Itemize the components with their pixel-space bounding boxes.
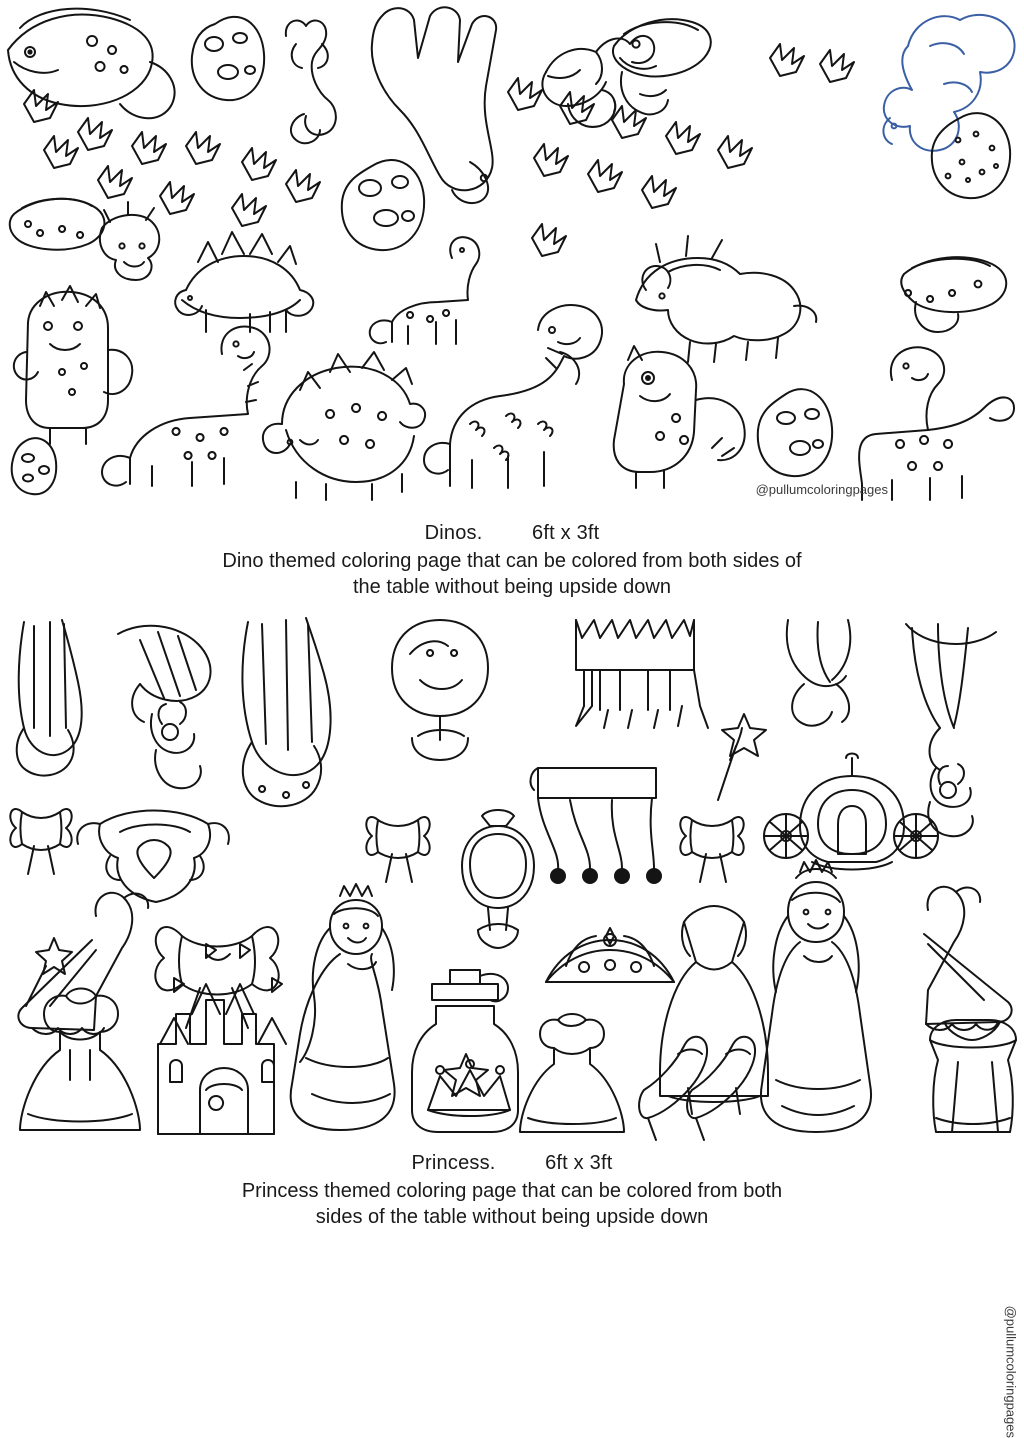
motif-pterodactyl <box>8 9 175 119</box>
motif-flying-dino <box>542 36 654 127</box>
princess-size: 6ft x 3ft <box>545 1152 613 1174</box>
motif-crown-small <box>428 1060 510 1116</box>
motif-carriage <box>764 754 938 870</box>
motif-egg-small <box>12 438 57 494</box>
motif-bow-left <box>10 809 71 874</box>
princess-desc-line1: Princess themed coloring page that can be colored from both <box>241 1180 783 1202</box>
motif-crown-with-beads <box>531 768 661 883</box>
motif-brontosaurus-small <box>370 237 480 344</box>
motif-brontosaurus-cute <box>102 326 270 486</box>
motif-small-pterodactyl <box>613 19 711 114</box>
motif-bow-right <box>680 817 743 882</box>
motif-spiky-stegosaurus <box>263 352 425 500</box>
dino-title: Dinos. <box>424 522 483 544</box>
motif-long-neck-big <box>859 347 1014 500</box>
motif-t-rex-cute <box>14 286 132 444</box>
motif-castle-towers <box>576 620 708 728</box>
princess-caption <box>0 1150 1024 1230</box>
dino-desc-line1: Dino themed coloring page that can be colored from both sides of <box>222 550 802 572</box>
motif-pterodactyl-right <box>901 257 1006 332</box>
motif-speckled-egg <box>932 113 1010 198</box>
motif-stegosaurus <box>175 232 313 332</box>
motif-bow-mid <box>366 817 429 882</box>
motif-strapless-gown <box>930 1020 1016 1132</box>
motif-blue-outline-dino <box>883 15 1014 151</box>
dino-artboard <box>0 0 1024 520</box>
motif-princess-gown <box>761 860 871 1132</box>
motif-mermaid-tail-large <box>242 618 330 806</box>
motif-dino-bones <box>286 21 336 144</box>
motif-magic-wand <box>718 714 766 800</box>
motif-triceratops-big <box>636 236 816 362</box>
dino-caption <box>0 520 1024 600</box>
motif-dino-with-scarf <box>424 305 602 488</box>
motif-large-footprint <box>372 7 496 203</box>
princess-desc-line2: sides of the table without being upside down <box>315 1206 709 1228</box>
dino-size: 6ft x 3ft <box>532 522 600 544</box>
motif-princess-long-hair <box>291 884 395 1150</box>
motif-fairytale-castle <box>158 944 286 1134</box>
dino-desc-line2: the table without being upside down <box>352 576 671 598</box>
motif-flower-sprout <box>787 620 850 726</box>
motif-hand-mirror <box>392 620 488 760</box>
motif-royal-crest <box>77 811 229 903</box>
motif-triceratops-head <box>100 202 159 280</box>
motif-veil-left <box>18 893 148 1034</box>
motif-puff-sleeve-dress <box>20 989 140 1131</box>
motif-mermaid <box>118 626 211 789</box>
motif-dino-egg-spotted <box>192 17 264 100</box>
motif-egg-right <box>758 389 832 476</box>
motif-veil-right <box>924 887 1012 1030</box>
princess-title: Princess. <box>411 1152 496 1174</box>
motif-ornate-mirror <box>462 810 534 948</box>
motif-high-heels <box>639 1037 755 1140</box>
motif-mermaid-tail <box>17 620 82 776</box>
motif-spotted-egg <box>342 160 424 250</box>
watermark-princess: @pullumcoloringpages <box>1003 1305 1018 1438</box>
motif-tiara <box>546 928 674 982</box>
motif-baby-t-rex <box>614 346 745 488</box>
watermark-dino: @pullumcoloringpages <box>755 482 888 497</box>
motif-pterosaur-small <box>10 199 105 250</box>
motif-mermaid-inverted <box>906 624 996 836</box>
motif-footprint-trail <box>24 44 854 256</box>
motif-little-dress <box>520 1014 624 1132</box>
